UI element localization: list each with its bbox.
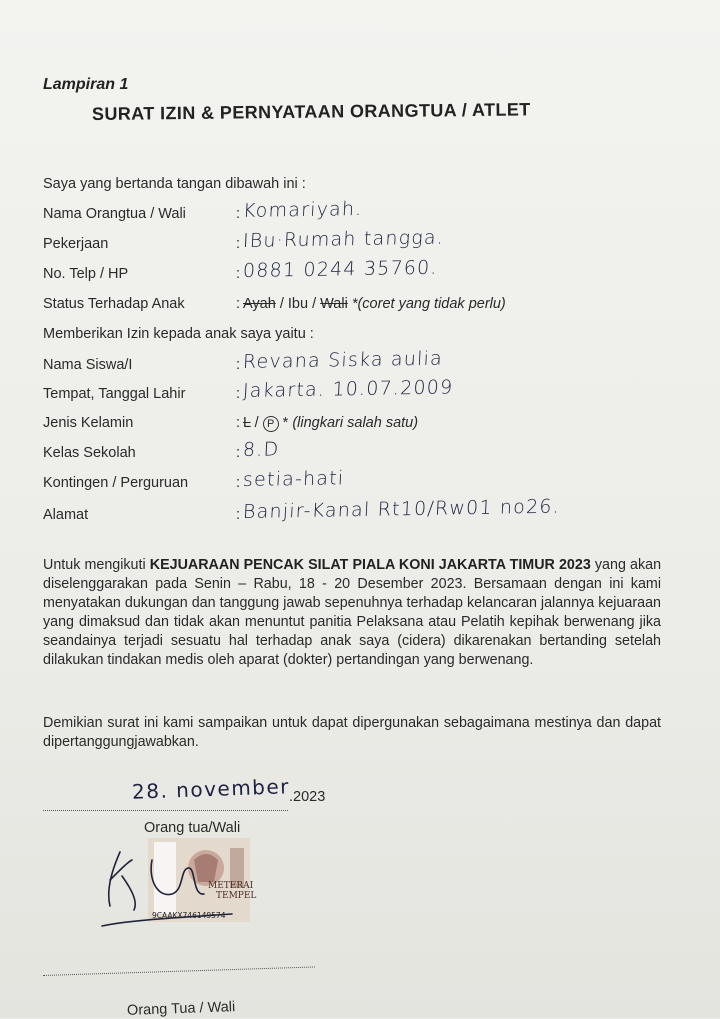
student-name-row: Nama Siswa/I : Revana Siska aulia [43, 347, 444, 373]
student-address-value: Banjir-Kanal Rt10/Rw01 no26. [242, 495, 561, 523]
parent-phone-row: No. Telp / HP : 0881 0244 35760. [43, 256, 439, 282]
body-paragraph-1: Untuk mengikuti KEJUARAAN PENCAK SILAT PIALA KONI JAKARTA TIMUR 2023 yang akan diselenggarakan pada Senin – Rabu, 18 - 20 Desember 2023. Bersamaan dengan ini kami menyatakan dukungan dan tanggung jawab sepenuhnya terhadap kelancaran jalannya kejuaraan yang dimaksud dan tidak akan menuntut panitia Pelaksana atau Pelatih kepihak berwenang jika seandainya terjadi sesuatu hal terhadap anak saya (cidera) dikarenakan bertanding setelah dilakukan tindakan medis oleh aparat (dokter) pertandingan yang berwenang. [43, 557, 662, 668]
attachment-label: Lampiran 1 [43, 76, 129, 93]
parent-name-row: Nama Orangtua / Wali : Komariyah. [43, 197, 364, 222]
parent-phone-value: 0881 0244 35760. [242, 256, 439, 282]
student-name-value: Revana Siska aulia [242, 347, 444, 373]
parent-status-label: Status Terhadap Anak [43, 296, 185, 312]
status-note: *(coret yang tidak perlu) [351, 296, 506, 312]
parent-phone-label: No. Telp / HP [43, 266, 129, 282]
student-address-row: Alamat : Banjir-Kanal Rt10/Rw01 no26. [43, 495, 561, 523]
student-club-value: setia-hati [242, 467, 345, 491]
svg-text:9CAAKX746149574: 9CAAKX746149574 [152, 911, 226, 920]
parent-name-label: Nama Orangtua / Wali [43, 206, 186, 222]
student-gender-options: L / P * (lingkari salah satu) [243, 415, 419, 431]
student-birth-label: Tempat, Tanggal Lahir [43, 386, 186, 402]
student-class-row: Kelas Sekolah : 8.D [43, 438, 280, 461]
parent-job-label: Pekerjaan [43, 236, 109, 252]
svg-text:TEMPEL: TEMPEL [216, 891, 257, 901]
bottom-signer-label: Orang Tua / Wali [126, 999, 236, 1019]
student-class-value: 8.D [242, 438, 280, 461]
parent-name-value: Komariyah. [242, 197, 364, 222]
document-title: SURAT IZIN & PERNYATAAN ORANGTUA / ATLET [91, 99, 531, 124]
student-gender-row: Jenis Kelamin : L / P * (lingkari salah satu) [43, 415, 419, 431]
parent-status-options [243, 296, 506, 312]
date-year: .2023 [289, 789, 326, 805]
permission-intro: Memberikan Izin kepada anak saya yaitu : [43, 326, 314, 342]
status-wali: Wali [320, 296, 348, 312]
signature-line [43, 966, 315, 976]
student-birth-row: Tempat, Tanggal Lahir : Jakarta. 10.07.2009 [43, 376, 454, 402]
student-address-label: Alamat [43, 507, 89, 523]
student-club-row: Kontingen / Perguruan : setia-hati [43, 467, 345, 491]
gender-p-circled: P [263, 416, 279, 432]
status-ayah: Ayah [243, 296, 276, 312]
parent-job-value: IBu·Rumah tangga. [242, 226, 445, 252]
body-paragraph-2: Demikian surat ini kami sampaikan untuk dapat dipergunakan sebagaimana mestinya dan dapat dipertanggungjawabkan. [43, 715, 661, 750]
parent-status-row: Status Terhadap Anak : Ayah / Ibu / Wali *(coret yang tidak perlu) [43, 296, 506, 312]
date-handwritten: 28. november [131, 774, 291, 804]
student-club-label: Kontingen / Perguruan [43, 475, 189, 491]
svg-text:METERAI: METERAI [208, 881, 254, 891]
status-ibu: / Ibu / [279, 296, 317, 312]
gender-l: L [243, 415, 251, 431]
gender-note: (lingkari salah satu) [292, 415, 419, 431]
handwritten-signature [92, 840, 242, 940]
event-name: KEJUARAAN PENCAK SILAT PIALA KONI JAKARTA TIMUR 2023 [149, 557, 591, 573]
student-name-label: Nama Siswa/I [43, 357, 133, 373]
parent-job-row: Pekerjaan : IBu·Rumah tangga. [43, 226, 445, 252]
intro-text: Saya yang bertanda tangan dibawah ini : [43, 176, 306, 192]
signer-role: Orang tua/Wali [144, 820, 241, 836]
student-class-label: Kelas Sekolah [43, 445, 136, 461]
student-birth-value: Jakarta. 10.07.2009 [242, 376, 454, 402]
student-gender-label: Jenis Kelamin [43, 415, 134, 431]
